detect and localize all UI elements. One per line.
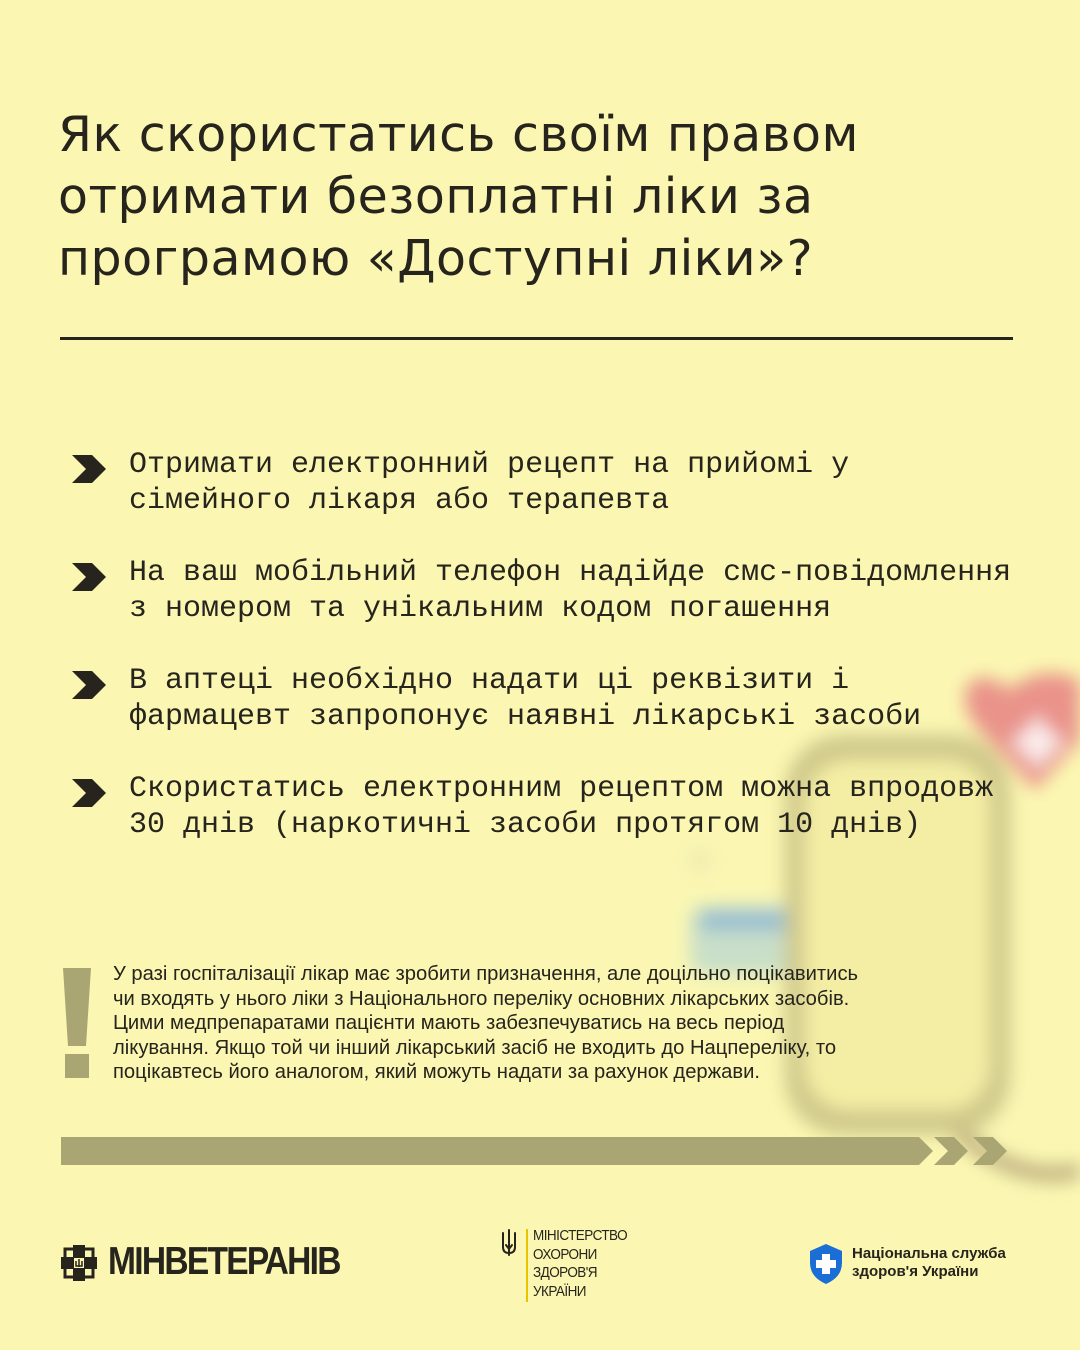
step-text: Скористатись електронним рецептом можна впродовж 30 днів (наркотичні засоби протягом 10 днів) xyxy=(129,772,994,842)
chevron-right-icon xyxy=(72,779,106,807)
phone-illustration xyxy=(686,673,1080,1174)
chevron-right-icon xyxy=(72,671,106,699)
step-text: Отримати електронний рецепт на прийомі у сімейного лікаря або терапевта xyxy=(129,448,850,518)
shield-cross-icon xyxy=(808,1243,844,1285)
step-text: На ваш мобільний телефон надійде смс-повідомлення з номером та унікальним кодом погашення xyxy=(129,556,1012,626)
step-item xyxy=(0,663,1080,743)
step-item xyxy=(0,771,1080,851)
moz-name: МІНІСТЕРСТВО ОХОРОНИ ЗДОРОВ'Я УКРАЇНИ xyxy=(533,1227,628,1300)
step-item xyxy=(0,447,1080,527)
step-item xyxy=(0,555,1080,635)
chevron-right-icon xyxy=(72,455,106,483)
title-divider xyxy=(60,337,1013,340)
minveteraniv-name: МІНВЕТЕРАНІВ xyxy=(108,1240,340,1283)
trident-icon xyxy=(500,1229,518,1257)
exclamation-icon xyxy=(62,968,92,1080)
moz-logo xyxy=(500,1227,640,1307)
note-text: У разі госпіталізації лікар має зробити призначення, але доцільно поцікавитись чи входять у нього ліки з Національного переліку основних лікарських засобів. Цими медпрепаратами пацієнти мають забезпечуватись на весь період лікування. Якщо той чи інший лікарський засіб не входить до Нацпереліку, то поцікавтесь його аналогом, який можуть надати за рахунок держави. xyxy=(113,963,859,1084)
decorative-arrow-bar xyxy=(61,1137,1021,1165)
chevron-right-icon xyxy=(72,563,106,591)
page-title: Як скористатись своїм правом отримати безоплатні ліки за програмою «Доступні ліки»? xyxy=(58,106,859,287)
nszu-name: Національна служба здоров'я України xyxy=(852,1245,1006,1280)
step-text: В аптеці необхідно надати ці реквізити і фармацевт запропонує наявні лікарські засоби xyxy=(129,664,922,734)
nszu-logo xyxy=(808,1243,1038,1287)
ministry-emblem-icon xyxy=(60,1244,98,1282)
moz-divider-line xyxy=(526,1229,528,1302)
